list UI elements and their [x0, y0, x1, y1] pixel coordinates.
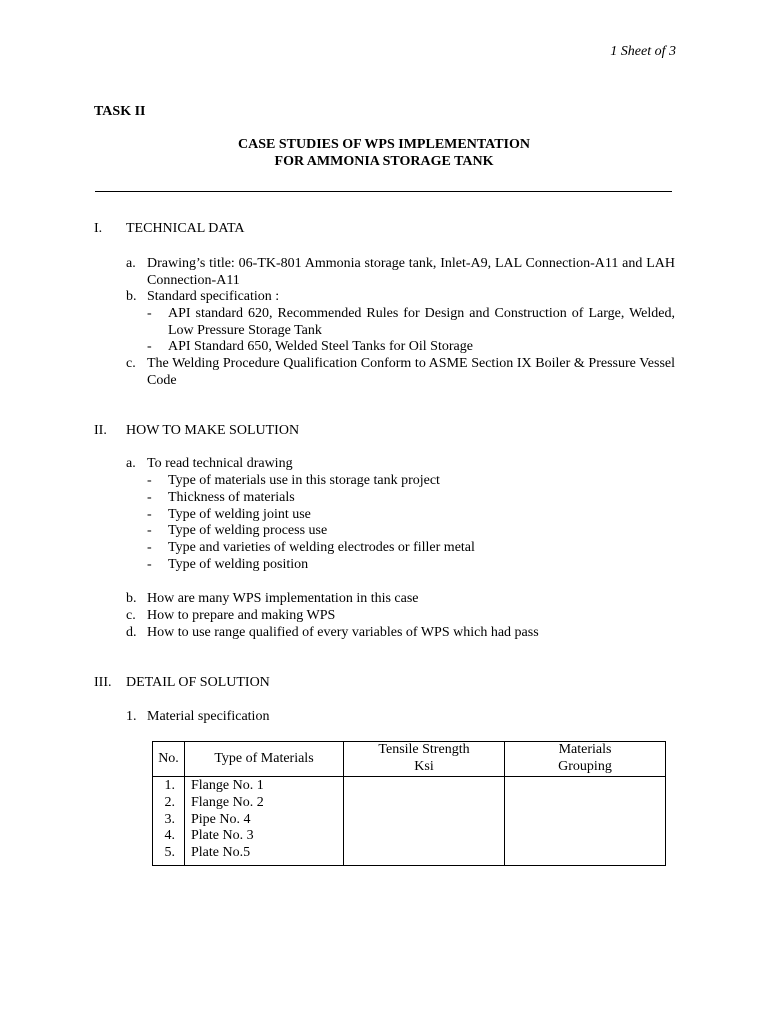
dash-label: - — [147, 557, 152, 572]
item-text: Material specification — [147, 709, 270, 724]
technical-item-a — [126, 256, 675, 290]
dash-label: - — [147, 540, 152, 555]
item-label: b. — [126, 289, 137, 304]
document-title-line1: CASE STUDIES OF WPS IMPLEMENTATION — [238, 137, 530, 152]
dash-label: - — [147, 306, 152, 321]
how-sub-5 — [147, 540, 675, 557]
header-grouping-line2: Grouping — [558, 758, 612, 774]
material-name: Pipe No. 4 — [191, 811, 251, 827]
item-label: c. — [126, 356, 136, 371]
item-text: How to use range qualified of every variables of WPS which had pass — [147, 625, 539, 640]
how-sub-1 — [147, 473, 675, 490]
item-label: d. — [126, 625, 137, 640]
dash-text: Type and varieties of welding electrodes or filler metal — [168, 540, 475, 555]
item-label: a. — [126, 256, 136, 271]
item-label: 1. — [126, 709, 137, 724]
row-number: 2. — [164, 794, 175, 810]
header-no: No. — [153, 742, 185, 777]
table-header-row — [153, 742, 666, 777]
section-1-heading: TECHNICAL DATA — [126, 221, 245, 236]
tensile-cell — [344, 777, 505, 866]
technical-item-c — [126, 356, 675, 390]
material-specification-table — [152, 741, 666, 866]
material-name: Flange No. 1 — [191, 778, 264, 793]
detail-item-1 — [126, 709, 675, 726]
item-label: a. — [126, 456, 136, 471]
no-column — [153, 777, 185, 866]
how-sub-6 — [147, 557, 675, 574]
document-title-line2: FOR AMMONIA STORAGE TANK — [274, 154, 494, 169]
item-text: Drawing’s title: 06-TK-801 Ammonia storage tank, Inlet-A9, LAL Connection-A11 and LAH Connection-A11 — [147, 256, 675, 288]
dash-label: - — [147, 473, 152, 488]
sheet-number: 1 Sheet of 3 — [610, 44, 676, 59]
how-sub-4 — [147, 523, 675, 540]
header-grouping-line1: Materials — [558, 742, 612, 757]
item-label: c. — [126, 608, 136, 623]
dash-text: API standard 620, Recommended Rules for Design and Construction of Large, Welded, Low Pressure Storage Tank — [168, 306, 675, 338]
type-column — [185, 777, 344, 866]
dash-label: - — [147, 523, 152, 538]
row-number: 4. — [164, 828, 175, 844]
section-2-number: II. — [94, 423, 107, 438]
technical-sub-1 — [147, 306, 675, 340]
task-label: TASK II — [94, 104, 146, 119]
dash-text: Type of materials use in this storage tank project — [168, 473, 440, 488]
row-number: 1. — [164, 778, 175, 793]
item-text: The Welding Procedure Qualification Conform to ASME Section IX Boiler & Pressure Vessel Code — [147, 356, 675, 388]
item-text: To read technical drawing — [147, 456, 293, 471]
row-number: 5. — [164, 845, 175, 861]
how-item-c — [126, 608, 675, 625]
dash-text: Type of welding process use — [168, 523, 328, 538]
item-text: How to prepare and making WPS — [147, 608, 336, 623]
how-sub-2 — [147, 490, 675, 507]
dash-text: Type of welding joint use — [168, 507, 311, 522]
header-tensile-line2: Ksi — [414, 758, 434, 774]
material-name: Plate No.5 — [191, 845, 251, 861]
dash-text: Thickness of materials — [168, 490, 295, 505]
how-item-d — [126, 625, 675, 642]
material-name: Flange No. 2 — [191, 794, 264, 810]
dash-text: Type of welding position — [168, 557, 309, 572]
grouping-cell — [505, 777, 666, 866]
header-type: Type of Materials — [185, 742, 344, 777]
row-number: 3. — [164, 811, 175, 827]
table-row — [153, 777, 666, 866]
item-text: Standard specification : — [147, 289, 280, 304]
section-3-number: III. — [94, 675, 112, 690]
how-item-b — [126, 591, 675, 608]
how-sub-3 — [147, 507, 675, 524]
header-tensile — [344, 742, 505, 777]
section-3-heading: DETAIL OF SOLUTION — [126, 675, 270, 690]
section-1-number: I. — [94, 221, 103, 236]
how-item-a — [126, 456, 675, 473]
item-text: How are many WPS implementation in this case — [147, 591, 419, 606]
dash-text: API Standard 650, Welded Steel Tanks for Oil Storage — [168, 339, 473, 354]
technical-sub-2 — [147, 339, 675, 356]
section-2-heading: HOW TO MAKE SOLUTION — [126, 423, 300, 438]
header-grouping — [505, 742, 666, 777]
header-tensile-line1: Tensile Strength — [378, 742, 470, 757]
item-label: b. — [126, 591, 137, 606]
material-name: Plate No. 3 — [191, 828, 254, 844]
dash-label: - — [147, 339, 152, 354]
technical-item-b — [126, 289, 675, 306]
title-divider — [95, 191, 672, 192]
dash-label: - — [147, 507, 152, 522]
dash-label: - — [147, 490, 152, 505]
